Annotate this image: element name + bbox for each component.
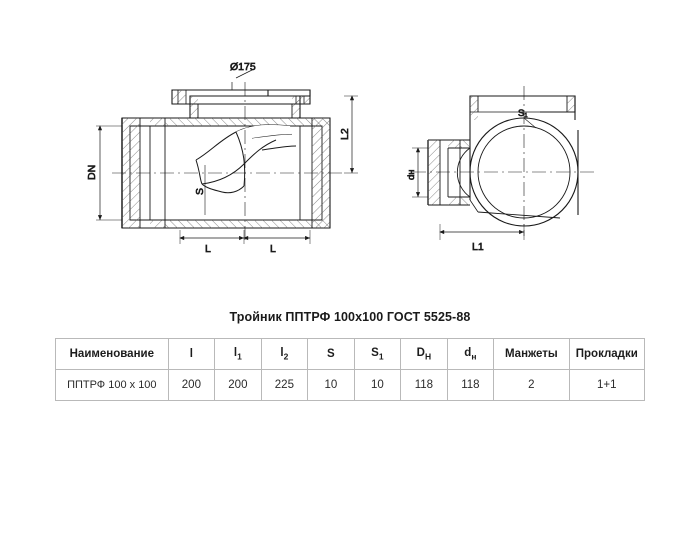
dim-diameter: Ø175	[230, 61, 256, 73]
dim-l1: L1	[472, 241, 484, 253]
cell-s1: 10	[354, 370, 401, 401]
dim-l-left: L	[205, 243, 211, 255]
cell-cuffs: 2	[494, 370, 569, 401]
left-view	[112, 82, 342, 240]
header-name: Наименование	[56, 339, 169, 370]
table-row	[56, 370, 645, 401]
header-l: l	[168, 339, 215, 370]
header-l2: $l_2$	[261, 339, 308, 370]
spec-table-wrapper	[55, 338, 645, 401]
right-view	[412, 86, 596, 236]
header-dn-small: $d_н$	[447, 339, 494, 370]
header-l1: $l_1$	[215, 339, 262, 370]
cell-dn-small: 118	[447, 370, 494, 401]
dim-l-right: L	[270, 243, 276, 255]
cell-l1: 200	[215, 370, 262, 401]
cell-name: ППТРФ 100 х 100	[56, 370, 169, 401]
spec-table	[55, 338, 645, 401]
header-dn-big: $D_Н$	[401, 339, 448, 370]
drawing-caption: Тройник ППТРФ 100x100 ГОСТ 5525-88	[229, 310, 471, 324]
cell-gaskets: 1+1	[569, 370, 644, 401]
dim-s1: S₁	[518, 108, 528, 119]
header-cuffs: Манжеты	[494, 339, 569, 370]
table-header-row	[56, 339, 645, 370]
cell-l2: 225	[261, 370, 308, 401]
dim-l2: L2	[339, 128, 351, 140]
header-s1: $S_1$	[354, 339, 401, 370]
dim-dn: DN	[86, 164, 98, 180]
cell-s: 10	[308, 370, 355, 401]
dim-s: S	[194, 187, 206, 195]
dim-dn-small: dн	[406, 169, 417, 180]
header-gaskets: Прокладки	[569, 339, 644, 370]
header-s: S	[308, 339, 355, 370]
cell-dn-big: 118	[401, 370, 448, 401]
cell-l: 200	[168, 370, 215, 401]
